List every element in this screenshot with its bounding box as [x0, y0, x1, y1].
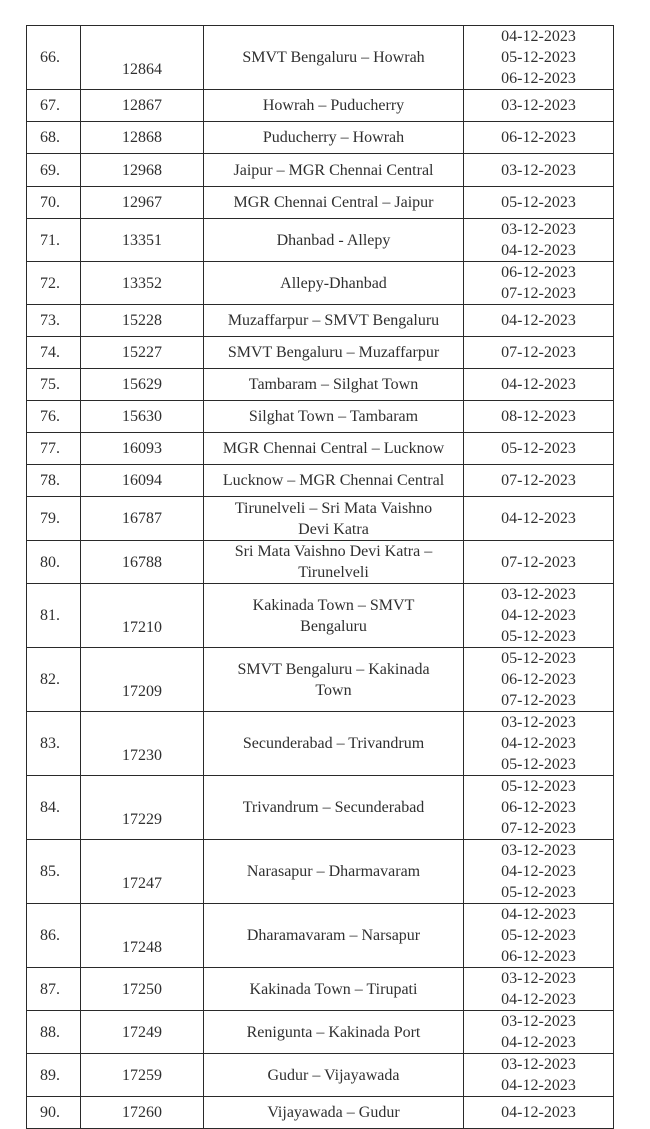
train-number: 13352 [122, 274, 162, 292]
serial-number-cell: 76. [27, 401, 81, 433]
table-row [27, 584, 614, 648]
serial-number-cell: 80. [27, 541, 81, 584]
date: 04-12-2023 [501, 510, 576, 527]
serial-number-cell: 83. [27, 712, 81, 776]
train-number-cell [81, 187, 204, 219]
train-number-cell [81, 840, 204, 904]
route-text-line: Devi Katra [298, 520, 369, 538]
route-text-line: Allepy-Dhanbad [280, 274, 387, 292]
date: 03-12-2023 [501, 97, 576, 114]
route-cell [204, 584, 464, 648]
train-number: 12867 [122, 97, 162, 114]
route-text-line: Jaipur – MGR Chennai Central [233, 161, 434, 179]
dates-cell [464, 1011, 614, 1054]
date: 06-12-2023 [501, 70, 576, 87]
route-cell [204, 1054, 464, 1097]
train-number-cell [81, 90, 204, 122]
date: 06-12-2023 [501, 264, 576, 281]
table-row [27, 1054, 614, 1097]
table-row [27, 262, 614, 305]
dates-cell [464, 584, 614, 648]
dates-cell [464, 187, 614, 219]
route-cell [204, 904, 464, 968]
route-cell [204, 433, 464, 465]
date: 03-12-2023 [501, 221, 576, 238]
dates-cell [464, 1097, 614, 1129]
table-row [27, 840, 614, 904]
table-row [27, 648, 614, 712]
route-cell [204, 337, 464, 369]
serial-number-cell: 66. [27, 26, 81, 90]
train-number-cell [81, 497, 204, 541]
date: 03-12-2023 [501, 970, 576, 987]
route-cell [204, 541, 464, 584]
date: 03-12-2023 [501, 1056, 576, 1073]
train-number: 17229 [122, 811, 162, 828]
train-number: 12868 [122, 129, 162, 146]
train-number-cell [81, 584, 204, 648]
date: 05-12-2023 [501, 49, 576, 66]
dates-cell [464, 433, 614, 465]
date: 04-12-2023 [501, 242, 576, 259]
serial-number-cell: 82. [27, 648, 81, 712]
train-number: 17260 [122, 1104, 162, 1121]
serial-number-cell: 81. [27, 584, 81, 648]
table-row [27, 497, 614, 541]
route-text-line: Puducherry – Howrah [262, 129, 405, 146]
table-row [27, 712, 614, 776]
route-cell [204, 648, 464, 712]
train-number: 12967 [122, 194, 162, 211]
route-cell [204, 26, 464, 90]
table-row [27, 26, 614, 90]
dates-cell [464, 541, 614, 584]
route-text-line: Trivandrum – Secunderabad [242, 799, 425, 816]
serial-number-cell: 84. [27, 776, 81, 840]
train-schedule-table [26, 25, 614, 1129]
route-cell [204, 1011, 464, 1054]
route-cell [204, 262, 464, 305]
date: 04-12-2023 [501, 991, 576, 1008]
route-text-line: Town [315, 681, 352, 699]
table-row [27, 433, 614, 465]
dates-cell [464, 968, 614, 1011]
table-row [27, 219, 614, 262]
dates-cell [464, 776, 614, 840]
route-text-line: Tirunelveli [298, 564, 369, 581]
dates-cell [464, 497, 614, 541]
train-number-cell [81, 465, 204, 497]
route-text-line: Muzaffarpur – SMVT Bengaluru [227, 312, 440, 329]
route-text-line: SMVT Bengaluru – Muzaffarpur [227, 344, 440, 361]
table-row [27, 541, 614, 584]
route-text-line: Dhanbad - Allepy [276, 231, 391, 249]
date: 05-12-2023 [501, 440, 576, 457]
table-row [27, 122, 614, 154]
route-text-line: Tambaram – Silghat Town [248, 376, 419, 393]
date: 07-12-2023 [501, 820, 576, 837]
train-number-cell [81, 219, 204, 262]
route-text-line: Silghat Town – Tambaram [248, 408, 419, 425]
date: 04-12-2023 [501, 1034, 576, 1051]
train-number-cell [81, 1011, 204, 1054]
table-row [27, 90, 614, 122]
route-text-line: Secunderabad – Trivandrum [242, 735, 425, 752]
serial-number-cell: 75. [27, 369, 81, 401]
route-text-line: MGR Chennai Central – Jaipur [233, 194, 434, 211]
date: 06-12-2023 [501, 948, 576, 965]
train-number-cell [81, 337, 204, 369]
route-text-line: Renigunta – Kakinada Port [246, 1023, 421, 1041]
route-cell [204, 219, 464, 262]
date: 07-12-2023 [501, 472, 576, 489]
route-cell [204, 401, 464, 433]
dates-cell [464, 712, 614, 776]
serial-number-cell: 89. [27, 1054, 81, 1097]
serial-number-cell: 73. [27, 305, 81, 337]
table-row [27, 1011, 614, 1054]
route-text-line: Bengaluru [300, 617, 367, 635]
dates-cell [464, 840, 614, 904]
route-text-line: Vijayawada – Gudur [267, 1104, 400, 1121]
serial-number-cell: 87. [27, 968, 81, 1011]
route-cell [204, 187, 464, 219]
route-text-line: Kakinada Town – Tirupati [249, 980, 418, 998]
date: 07-12-2023 [501, 692, 576, 709]
serial-number-cell: 68. [27, 122, 81, 154]
train-number: 17248 [122, 939, 162, 956]
table-row [27, 465, 614, 497]
route-text-line: Howrah – Puducherry [262, 97, 405, 114]
train-number-cell [81, 712, 204, 776]
train-number: 17249 [122, 1023, 162, 1041]
route-text-line: Kakinada Town – SMVT [252, 596, 415, 614]
train-number-cell [81, 904, 204, 968]
train-number-cell [81, 1097, 204, 1129]
train-number: 15227 [122, 344, 162, 361]
route-cell [204, 305, 464, 337]
dates-cell [464, 1054, 614, 1097]
route-cell [204, 968, 464, 1011]
date: 07-12-2023 [501, 344, 576, 361]
train-number: 16787 [122, 510, 162, 527]
train-number-cell [81, 968, 204, 1011]
date: 06-12-2023 [501, 799, 576, 816]
route-text-line: Sri Mata Vaishno Devi Katra – [234, 543, 433, 560]
table-row [27, 369, 614, 401]
dates-cell [464, 122, 614, 154]
serial-number-cell: 67. [27, 90, 81, 122]
date: 04-12-2023 [501, 28, 576, 45]
date: 04-12-2023 [501, 1077, 576, 1094]
table-row [27, 337, 614, 369]
date: 05-12-2023 [501, 884, 576, 901]
train-number: 17209 [122, 683, 162, 700]
route-text-line: SMVT Bengaluru – Howrah [242, 49, 425, 66]
serial-number-cell: 90. [27, 1097, 81, 1129]
serial-number-cell: 86. [27, 904, 81, 968]
dates-cell [464, 305, 614, 337]
train-number: 16093 [122, 440, 162, 457]
table-row [27, 776, 614, 840]
train-number: 15228 [122, 312, 162, 329]
table-row [27, 187, 614, 219]
train-number-cell [81, 401, 204, 433]
route-cell [204, 840, 464, 904]
date: 03-12-2023 [501, 1013, 576, 1030]
serial-number-cell: 79. [27, 497, 81, 541]
route-cell [204, 90, 464, 122]
table-body [27, 26, 614, 1129]
date: 03-12-2023 [501, 161, 576, 179]
train-number: 16094 [122, 472, 162, 489]
date: 04-12-2023 [501, 376, 576, 393]
dates-cell [464, 262, 614, 305]
route-cell [204, 497, 464, 541]
train-number-cell [81, 648, 204, 712]
date: 04-12-2023 [501, 312, 576, 329]
route-text-line: SMVT Bengaluru – Kakinada [237, 660, 430, 678]
serial-number-cell: 74. [27, 337, 81, 369]
date: 05-12-2023 [501, 650, 576, 667]
date: 04-12-2023 [501, 1104, 576, 1121]
train-number: 16788 [122, 553, 162, 571]
serial-number-cell: 85. [27, 840, 81, 904]
train-number-cell [81, 26, 204, 90]
date: 05-12-2023 [501, 628, 576, 645]
date: 07-12-2023 [501, 285, 576, 302]
dates-cell [464, 401, 614, 433]
route-cell [204, 122, 464, 154]
date: 04-12-2023 [501, 906, 576, 923]
table-row [27, 968, 614, 1011]
train-number-cell [81, 369, 204, 401]
dates-cell [464, 337, 614, 369]
serial-number-cell: 72. [27, 262, 81, 305]
route-cell [204, 712, 464, 776]
dates-cell [464, 648, 614, 712]
table-row [27, 305, 614, 337]
dates-cell [464, 154, 614, 187]
route-text-line: Gudur – Vijayawada [267, 1066, 400, 1084]
train-number-cell [81, 305, 204, 337]
dates-cell [464, 369, 614, 401]
serial-number-cell: 70. [27, 187, 81, 219]
date: 05-12-2023 [501, 778, 576, 795]
date: 03-12-2023 [501, 714, 576, 731]
route-text-line: Tirunelveli – Sri Mata Vaishno [234, 499, 433, 517]
route-text-line: Lucknow – MGR Chennai Central [222, 472, 445, 489]
route-cell [204, 369, 464, 401]
date: 04-12-2023 [501, 863, 576, 880]
date: 04-12-2023 [501, 607, 576, 624]
date: 03-12-2023 [501, 842, 576, 859]
date: 05-12-2023 [501, 194, 576, 211]
route-text-line: Narasapur – Dharmavaram [246, 863, 421, 880]
date: 06-12-2023 [501, 129, 576, 146]
train-number: 17259 [122, 1066, 162, 1084]
table-row [27, 904, 614, 968]
route-cell [204, 154, 464, 187]
dates-cell [464, 904, 614, 968]
table-row [27, 401, 614, 433]
route-cell [204, 776, 464, 840]
route-text-line: MGR Chennai Central – Lucknow [222, 440, 445, 457]
train-number: 13351 [122, 231, 162, 249]
train-number-cell [81, 541, 204, 584]
date: 08-12-2023 [501, 408, 576, 425]
date: 06-12-2023 [501, 671, 576, 688]
train-number-cell [81, 433, 204, 465]
train-number: 15629 [122, 376, 162, 393]
train-number: 17230 [122, 747, 162, 764]
train-number-cell [81, 122, 204, 154]
serial-number-cell: 69. [27, 154, 81, 187]
dates-cell [464, 26, 614, 90]
route-text-line: Dharamavaram – Narsapur [246, 927, 421, 944]
date: 04-12-2023 [501, 735, 576, 752]
train-number: 17247 [122, 875, 162, 892]
train-number: 17250 [122, 980, 162, 998]
date: 03-12-2023 [501, 586, 576, 603]
train-number-cell [81, 262, 204, 305]
dates-cell [464, 219, 614, 262]
date: 05-12-2023 [501, 756, 576, 773]
train-number-cell [81, 154, 204, 187]
route-cell [204, 465, 464, 497]
serial-number-cell: 88. [27, 1011, 81, 1054]
table-row [27, 1097, 614, 1129]
date: 05-12-2023 [501, 927, 576, 944]
train-number: 12864 [122, 61, 162, 78]
date: 07-12-2023 [501, 553, 576, 571]
dates-cell [464, 465, 614, 497]
serial-number-cell: 71. [27, 219, 81, 262]
serial-number-cell: 77. [27, 433, 81, 465]
train-number: 17210 [122, 619, 162, 636]
train-number: 12968 [122, 161, 162, 179]
route-cell [204, 1097, 464, 1129]
serial-number-cell: 78. [27, 465, 81, 497]
dates-cell [464, 90, 614, 122]
train-number-cell [81, 776, 204, 840]
train-number: 15630 [122, 408, 162, 425]
train-number-cell [81, 1054, 204, 1097]
table-row [27, 154, 614, 187]
